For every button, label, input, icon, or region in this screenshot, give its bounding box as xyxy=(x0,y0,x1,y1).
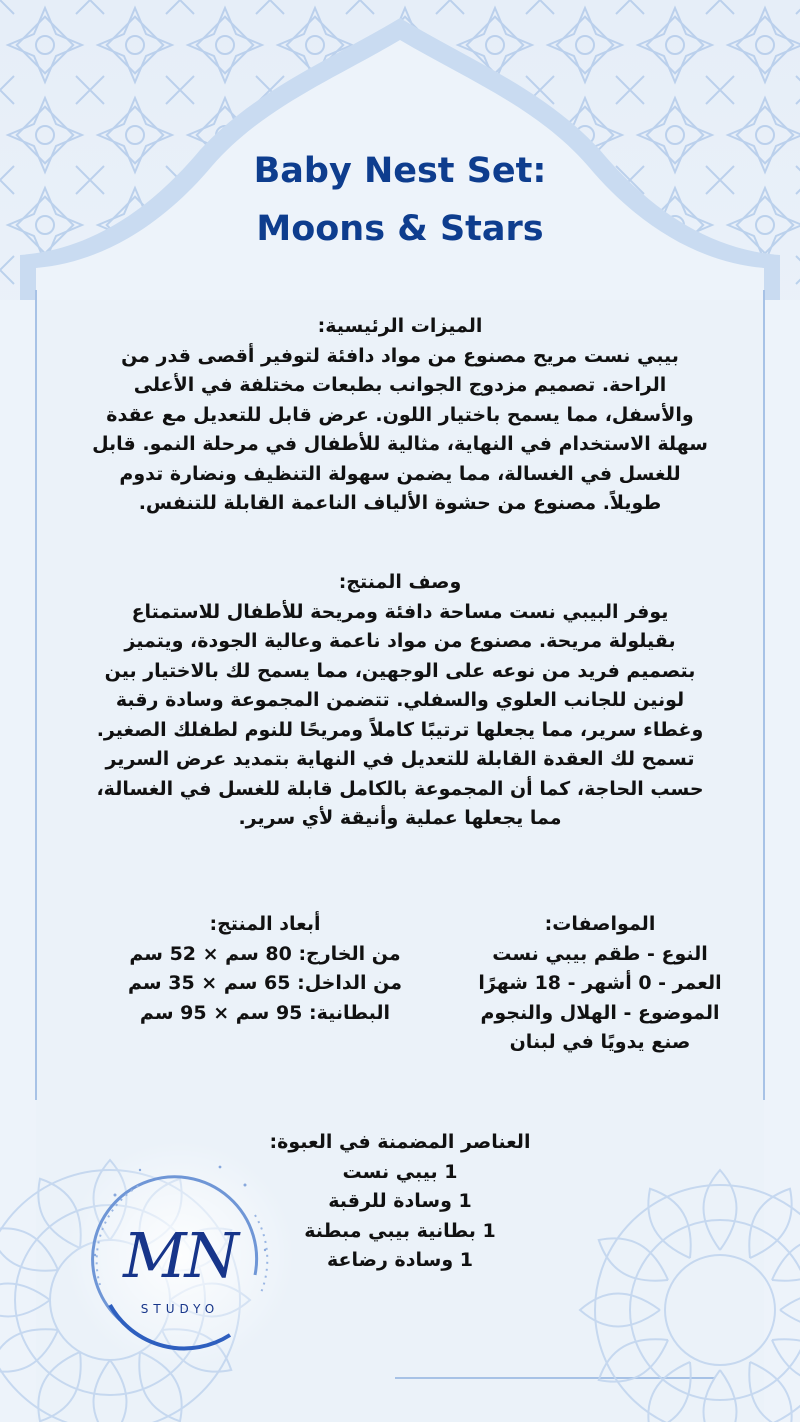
features-section xyxy=(50,312,750,519)
dimensions-section xyxy=(100,910,430,1028)
description-line: تسمح لك العقدة القابلة للتعديل في النهاية بتمديد عرض السرير xyxy=(105,748,695,770)
dimensions-line: البطانية: 95 سم × 95 سم xyxy=(139,1001,391,1024)
contents-line: 1 وسادة للرقبة xyxy=(328,1190,472,1212)
specs-line: صنع يدويًا في لبنان xyxy=(509,1031,691,1053)
description-heading: وصف المنتج: xyxy=(338,571,462,593)
title-line-1: Baby Nest Set: xyxy=(253,151,547,191)
product-title xyxy=(0,142,800,258)
description-line: يوفر البيبي نست مساحة دافئة ومريحة للأطفال للاستمتاع xyxy=(131,600,669,623)
features-line: بيبي نست مريح مصنوع من مواد دافئة لتوفير أقصى قدر من xyxy=(121,344,679,367)
features-line: الراحة. تصميم مزدوج الجوانب بطبعات مختلفة في الأعلى xyxy=(133,374,667,396)
dimensions-line: من الخارج: 80 سم × 52 سم xyxy=(129,942,401,965)
contents-line: 1 بيبي نست xyxy=(342,1160,458,1183)
specs-line: العمر - 0 أشهر - 18 شهرًا xyxy=(478,972,722,994)
description-line: لونين للجانب العلوي والسفلي. تتضمن المجموعة وسادة رقبة xyxy=(115,689,685,711)
description-section xyxy=(50,568,750,834)
description-line: حسب الحاجة، كما أن المجموعة بالكامل قابلة للغسل في الغسالة، xyxy=(96,777,704,800)
features-line: للغسل في الغسالة، مما يضمن سهولة التنظيف ونضارة تدوم xyxy=(119,462,681,485)
contents-line: 1 وسادة رضاعة xyxy=(327,1249,473,1271)
features-heading: الميزات الرئيسية: xyxy=(317,315,483,337)
specs-line: النوع - طقم بيبي نست xyxy=(492,942,708,965)
description-line: بتصميم فريد من نوعه على الوجهين، مما يسمح لك بالاختيار بين xyxy=(104,659,696,682)
features-line: والأسفل، مما يسمح باختيار اللون. عرض قابل للتعديل مع عقدة xyxy=(106,403,694,426)
specs-section xyxy=(450,910,750,1058)
specs-heading: المواصفات: xyxy=(544,913,656,935)
description-line: وغطاء سرير، مما يجعلها ترتيبًا كاملاً ومريحًا للنوم لطفلك الصغير. xyxy=(96,718,704,741)
title-line-2: Moons & Stars xyxy=(256,209,544,249)
features-line: سهلة الاستخدام في النهاية، مثالية للأطفال في مرحلة النمو. قابل xyxy=(92,433,708,455)
description-line: مما يجعلها عملية وأنيقة لأي سرير. xyxy=(238,807,562,829)
contents-line: 1 بطانية بيبي مبطنة xyxy=(304,1219,496,1242)
logo-monogram: MN xyxy=(123,1219,237,1292)
contents-heading: العناصر المضمنة في العبوة: xyxy=(269,1131,531,1153)
features-line: طويلاً. مصنوع من حشوة الألياف الناعمة القابلة للتنفس. xyxy=(138,492,662,514)
dimensions-line: من الداخل: 65 سم × 35 سم xyxy=(128,972,402,994)
brand-logo xyxy=(80,1155,280,1355)
description-line: بقيلولة مريحة. مصنوع من مواد ناعمة وعالية الجودة، ويتميز xyxy=(124,630,676,652)
dimensions-heading: أبعاد المنتج: xyxy=(209,913,321,935)
specs-line: الموضوع - الهلال والنجوم xyxy=(480,1001,720,1024)
logo-wordmark: STUDYO xyxy=(140,1302,220,1316)
